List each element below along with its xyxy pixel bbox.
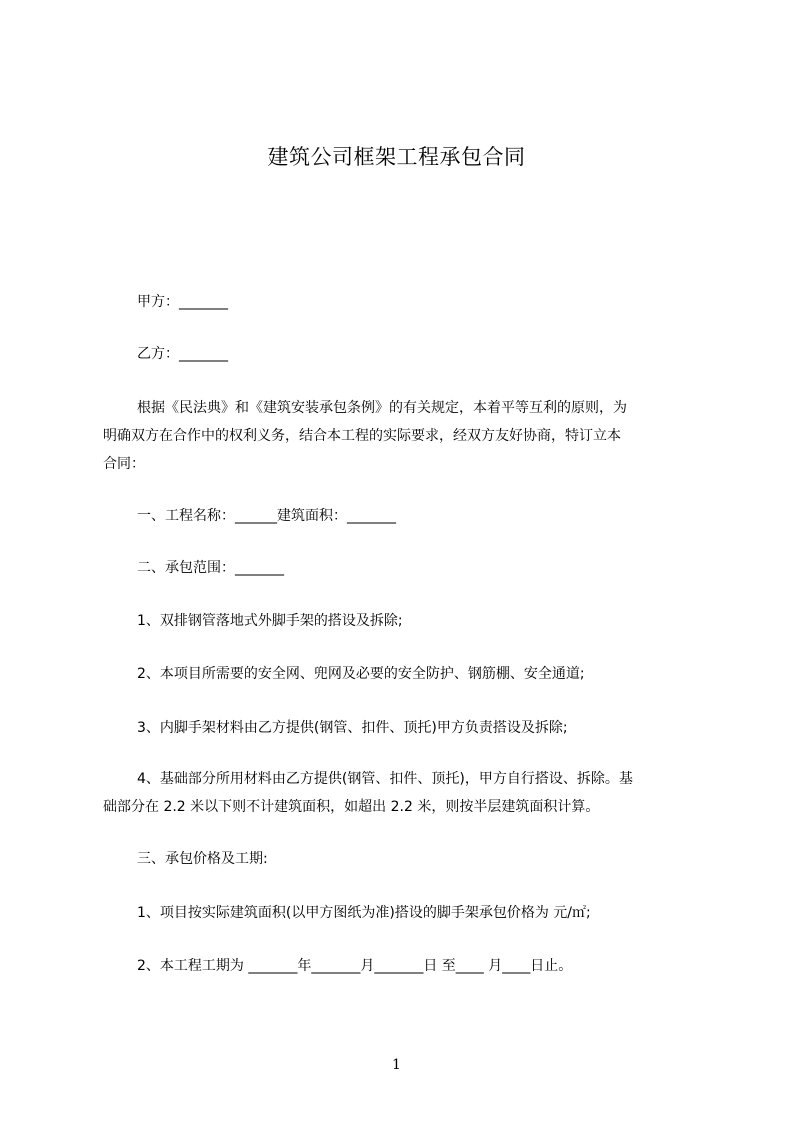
price-item-1: 1、项目按实际建筑面积(以甲方图纸为准)搭设的脚手架承包价格为 元/㎡; [137,905,591,921]
party-a-line: 甲方：_______ [137,294,228,310]
scope-item-2: 2、本项目所需要的安全网、兜网及必要的安全防护、钢筋棚、安全通道; [137,666,585,682]
page-number: 1 [392,1057,401,1073]
preamble-line-1: 根据《民法典》和《建筑安装承包条例》的有关规定，本着平等互利的原则，为 [137,400,627,416]
section-2-heading: 二、承包范围：_______ [137,560,284,576]
scope-item-4-line-1: 4、基础部分所用材料由乙方提供(钢管、扣件、顶托)，甲方自行搭设、拆除。基 [137,771,633,787]
scope-item-1: 1、双排钢管落地式外脚手架的搭设及拆除; [137,613,403,629]
party-b-line: 乙方：_______ [137,346,228,362]
scope-item-3: 3、内脚手架材料由乙方提供(钢管、扣件、顶托)甲方负责搭设及拆除; [137,720,568,736]
section-3-heading: 三、承包价格及工期: [137,851,268,867]
preamble-line-3: 合同： [103,456,145,472]
document-title: 建筑公司框架工程承包合同 [267,145,526,169]
scope-item-4-line-2: 础部分在 2.2 米以下则不计建筑面积，如超出 2.2 米，则按半层建筑面积计算。 [103,799,600,815]
section-1-heading: 一、工程名称：______建筑面积：_______ [137,508,396,524]
price-item-2: 2、本工程工期为 _______年_______月_______日 至____ 月____日止。 [137,958,573,974]
preamble-line-2: 明确双方在合作中的权利义务，结合本工程的实际要求，经双方友好协商，特订立本 [103,428,621,444]
